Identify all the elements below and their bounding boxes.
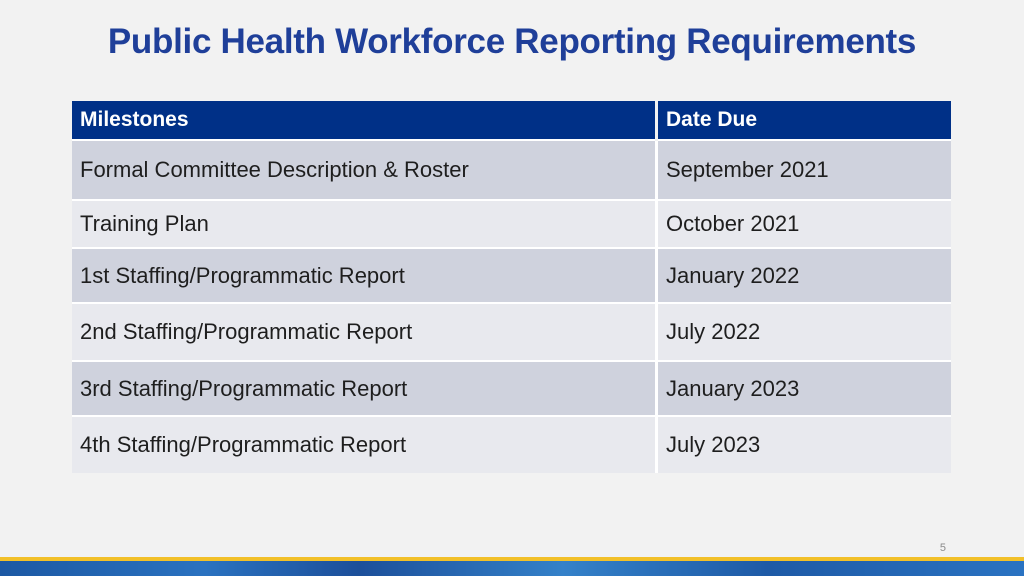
page-title: Public Health Workforce Reporting Requirements (107, 22, 917, 61)
table-row (72, 140, 951, 200)
footer-blue-band (0, 561, 1024, 576)
date-cell: January 2022 (657, 248, 952, 303)
table-row (72, 361, 951, 416)
milestones-table (72, 101, 951, 473)
table-header-row (72, 101, 951, 140)
milestone-cell: 4th Staffing/Programmatic Report (72, 416, 657, 473)
table-row (72, 200, 951, 248)
page-number: 5 (939, 542, 946, 554)
milestone-cell: Formal Committee Description & Roster (72, 140, 657, 200)
date-cell: October 2021 (657, 200, 952, 248)
milestone-cell: 3rd Staffing/Programmatic Report (72, 361, 657, 416)
date-cell: July 2023 (657, 416, 952, 473)
milestone-cell: 2nd Staffing/Programmatic Report (72, 303, 657, 361)
table-row (72, 303, 951, 361)
table-row (72, 416, 951, 473)
header-date-due: Date Due (657, 101, 952, 140)
header-milestones: Milestones (72, 101, 657, 140)
date-cell: July 2022 (657, 303, 952, 361)
milestone-cell: Training Plan (72, 200, 657, 248)
table-row (72, 248, 951, 303)
milestone-cell: 1st Staffing/Programmatic Report (72, 248, 657, 303)
date-cell: September 2021 (657, 140, 952, 200)
date-cell: January 2023 (657, 361, 952, 416)
